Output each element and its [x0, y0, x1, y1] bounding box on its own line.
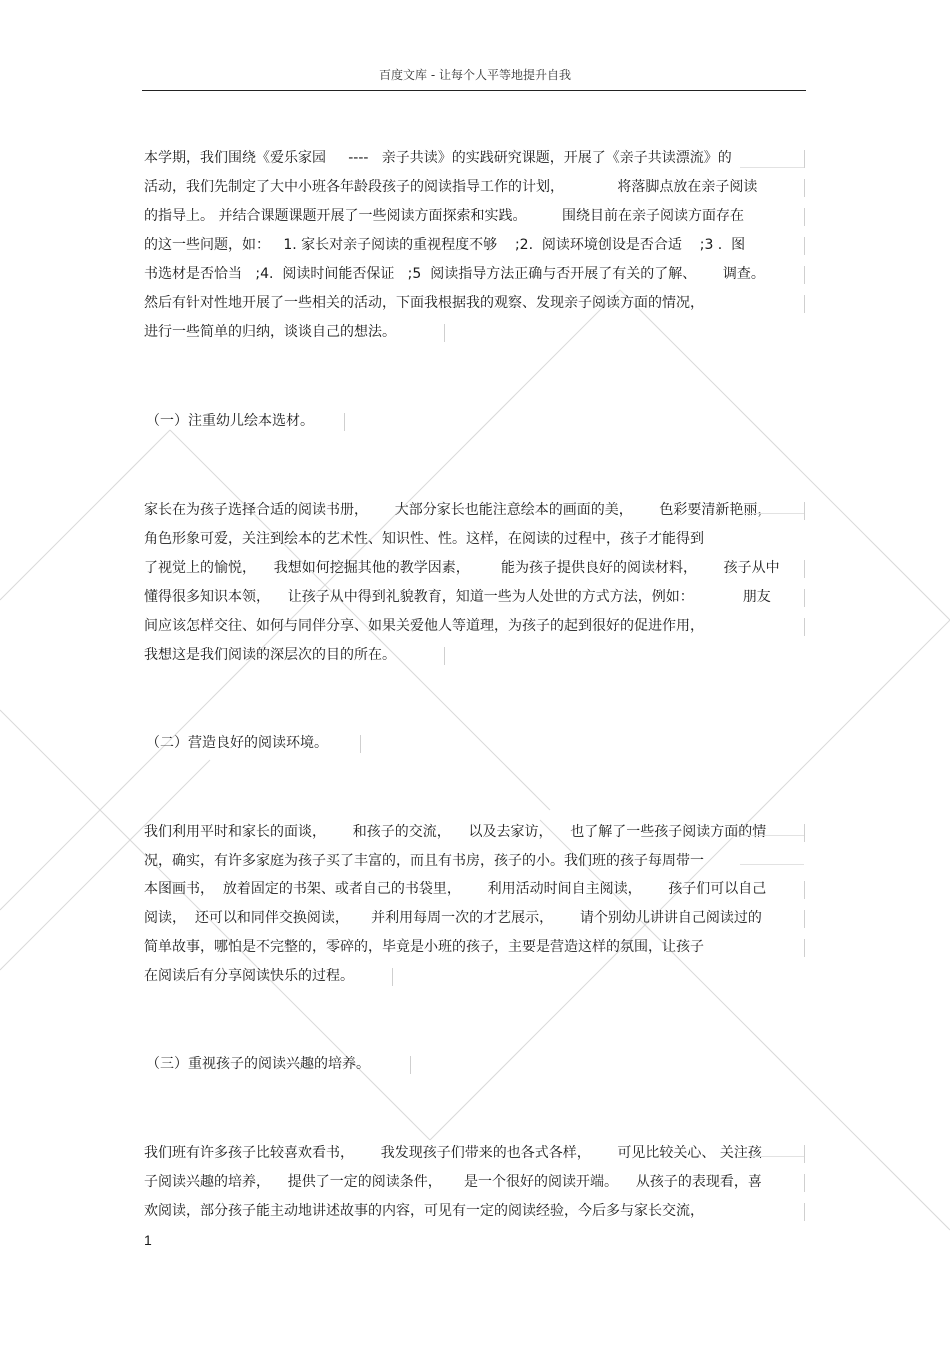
paragraph-line: 的指导上。 并结合课题课题开展了一些阅读方面探索和实践。 围绕目前在亲子阅读方面存在	[144, 208, 745, 224]
paragraph-line: 活动，我们先制定了大中小班各年龄段孩子的阅读指导工作的计划， 将落脚点放在亲子阅读	[144, 179, 758, 195]
paragraph-line: 我想这是我们阅读的深层次的目的所在。	[144, 647, 396, 663]
section-heading-1: （一）注重幼儿绘本选材。	[146, 413, 314, 429]
paragraph-line: 我们班有许多孩子比较喜欢看书， 我发现孩子们带来的也各式各样， 可见比较关心、 关注孩	[144, 1145, 762, 1161]
paragraph-line: 子阅读兴趣的培养， 提供了一定的阅读条件， 是一个很好的阅读开端。 从孩子的表现看，喜	[144, 1174, 762, 1190]
header-rule	[142, 90, 806, 91]
paragraph-line: 家长在为孩子选择合适的阅读书册， 大部分家长也能注意绘本的画面的美， 色彩要清新艳丽，	[144, 502, 772, 518]
paragraph-line: 况，确实，有许多家庭为孩子买了丰富的，而且有书房，孩子的小。我们班的孩子每周带一	[144, 853, 704, 869]
paragraph-line: 阅读， 还可以和同伴交换阅读， 并利用每周一次的才艺展示， 请个别幼儿讲讲自己阅读过的	[144, 910, 762, 926]
paragraph-line: 进行一些简单的归纳，谈谈自己的想法。	[144, 324, 396, 340]
paragraph-line: 简单故事，哪怕是不完整的，零碎的，毕竟是小班的孩子，主要是营造这样的氛围，让孩子	[144, 939, 704, 955]
page-header: 百度文库 - 让每个人平等地提升自我	[379, 68, 571, 82]
paragraph-line: 的这一些问题，如： 1. 家长对亲子阅读的重视程度不够 ;2. 阅读环境创设是否合适 ;3 . 图	[144, 237, 746, 253]
paragraph-line: 书选材是否恰当 ;4. 阅读时间能否保证 ;5 阅读指导方法正确与否开展了有关的了解、 调查。	[144, 266, 765, 282]
paragraph-line: 欢阅读，部分孩子能主动地讲述故事的内容，可见有一定的阅读经验，今后多与家长交流，	[144, 1203, 704, 1219]
section-heading-2: （二）营造良好的阅读环境。	[146, 735, 328, 751]
paragraph-line: 本学期，我们围绕《爱乐家园 ---- 亲子共读》的实践研究课题，开展了《亲子共读漂流》的	[144, 150, 732, 166]
paragraph-line: 间应该怎样交往、如何与同伴分享、如果关爱他人等道理，为孩子的起到很好的促进作用，	[144, 618, 704, 634]
paragraph-line: 懂得很多知识本领， 让孩子从中得到礼貌教育，知道一些为人处世的方式方法，例如： 朋友	[144, 589, 771, 605]
paragraph-line: 然后有针对性地开展了一些相关的活动，下面我根据我的观察、发现亲子阅读方面的情况，	[144, 295, 704, 311]
page-number: 1	[144, 1232, 152, 1248]
paragraph-line: 了视觉上的愉悦， 我想如何挖掘其他的教学因素， 能为孩子提供良好的阅读材料， 孩子从中	[144, 560, 780, 576]
paragraph-line: 本图画书， 放着固定的书架、或者自己的书袋里， 利用活动时间自主阅读， 孩子们可以自己	[144, 881, 767, 897]
paragraph-line: 在阅读后有分享阅读快乐的过程。	[144, 968, 354, 984]
paragraph-line: 角色形象可爱，关注到绘本的艺术性、知识性、性。这样，在阅读的过程中，孩子才能得到	[144, 531, 704, 547]
section-heading-3: （三）重视孩子的阅读兴趣的培养。	[146, 1056, 370, 1072]
paragraph-line: 我们利用平时和家长的面谈， 和孩子的交流， 以及去家访， 也了解了一些孩子阅读方面的情	[144, 824, 767, 840]
